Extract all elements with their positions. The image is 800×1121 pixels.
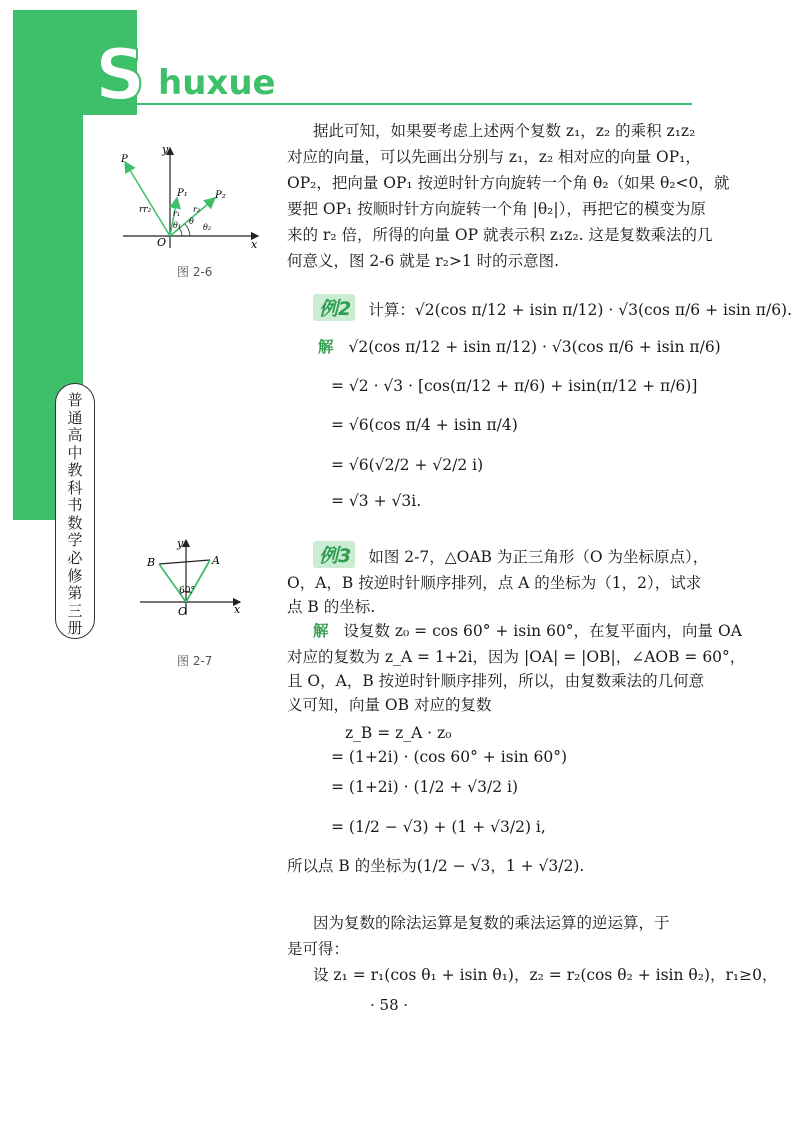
paragraph-line: 对应的向量，可以先画出分别与 z₁，z₂ 相对应的向量 OP₁， bbox=[287, 148, 701, 166]
svg-text:O: O bbox=[157, 236, 167, 249]
example-3-tag: 例3 bbox=[313, 541, 355, 568]
svg-text:x: x bbox=[251, 238, 258, 251]
solution-step: z_B = z_A · z₀ bbox=[345, 724, 452, 742]
solution-label: 解 bbox=[313, 622, 329, 640]
example-2-problem: 计算：√2(cos π/12 + isin π/12) · √3(cos π/6 + isin π/6). bbox=[368, 301, 793, 319]
figure-2-6-caption: 图 2-6 bbox=[177, 265, 213, 279]
paragraph-line: 要把 OP₁ 按顺时针方向旋转一个角 |θ₂|），再把它的模变为原 bbox=[287, 200, 706, 218]
paragraph-line: O，A，B 按逆时针顺序排列，点 A 的坐标为（1，2），试求 bbox=[287, 574, 702, 592]
page-number: · 58 · bbox=[370, 996, 409, 1014]
svg-text:P₂: P₂ bbox=[215, 190, 226, 201]
paragraph-line: 对应的复数为 z_A = 1+2i，因为 |OA| = |OB|，∠AOB = 60°， bbox=[287, 648, 746, 666]
example-2 bbox=[313, 294, 792, 323]
side-book-label: 普 通 高 中 教 科 书 数 学 必 修 第 三 册 bbox=[55, 383, 95, 639]
solution-step: = (1+2i) · (cos 60° + isin 60°) bbox=[331, 748, 568, 766]
solution-step: = √2 · √3 · [cos(π/12 + π/6) + isin(π/12 + π/6)] bbox=[331, 377, 698, 395]
logo-text: huxue bbox=[158, 63, 276, 103]
svg-text:A: A bbox=[212, 554, 220, 567]
solution-step: = √6(cos π/4 + isin π/4) bbox=[331, 416, 518, 434]
paragraph-line: 是可得： bbox=[287, 940, 350, 958]
example-2-tag: 例2 bbox=[313, 294, 355, 321]
paragraph-line: 何意义，图 2-6 就是 r₂>1 时的示意图. bbox=[287, 252, 560, 270]
side-ob bbox=[159, 564, 186, 602]
svg-text:O: O bbox=[178, 605, 188, 618]
svg-text:θ₂: θ₂ bbox=[203, 223, 212, 232]
paragraph-line: 来的 r₂ 倍，所得的向量 OP 就表示积 z₁z₂. 这是复数乘法的几 bbox=[287, 226, 713, 244]
solution-label: 解 bbox=[318, 338, 334, 356]
svg-text:y: y bbox=[177, 537, 184, 550]
paragraph-line: 义可知，向量 OB 对应的复数 bbox=[287, 696, 492, 714]
svg-text:y: y bbox=[162, 143, 169, 156]
solution-step: = (1/2 − √3) + (1 + √3/2) i, bbox=[331, 818, 546, 836]
paragraph-line: 设 z₁ = r₁(cos θ₁ + isin θ₁)，z₂ = r₂(cos θ₂ + isin θ₂)，r₁≥0， bbox=[313, 966, 778, 984]
svg-text:θ₁: θ₁ bbox=[173, 221, 182, 230]
svg-text:r₂: r₂ bbox=[193, 205, 201, 214]
svg-text:B: B bbox=[147, 556, 156, 569]
solution-step: = √6(√2/2 + √2/2 i) bbox=[331, 456, 484, 474]
paragraph-line: 且 O，A，B 按逆时针顺序排列，所以，由复数乘法的几何意 bbox=[287, 672, 705, 690]
vector-op bbox=[125, 162, 170, 236]
figure-2-6 bbox=[115, 140, 265, 255]
svg-text:60°: 60° bbox=[179, 586, 195, 596]
svg-text:θ: θ bbox=[189, 217, 194, 226]
paragraph-line: 点 B 的坐标. bbox=[287, 598, 376, 616]
paragraph-line: 因为复数的除法运算是复数的乘法运算的逆运算，于 bbox=[313, 914, 670, 932]
conclusion-line: 所以点 B 的坐标为(1/2 − √3，1 + √3/2). bbox=[287, 857, 585, 875]
svg-text:P₁: P₁ bbox=[177, 188, 188, 199]
svg-text:P: P bbox=[121, 154, 128, 165]
solution-line: 解 √2(cos π/12 + isin π/12) · √3(cos π/6 + isin π/6) bbox=[318, 338, 721, 356]
svg-text:x: x bbox=[234, 603, 241, 616]
header-rule bbox=[137, 103, 692, 105]
figure-2-7-caption: 图 2-7 bbox=[177, 654, 213, 668]
figure-2-7 bbox=[135, 535, 250, 645]
svg-text:r₁: r₁ bbox=[173, 209, 181, 218]
svg-text:rr₂: rr₂ bbox=[139, 205, 152, 215]
solution-step: = √3 + √3i. bbox=[331, 492, 422, 510]
logo: S bbox=[95, 34, 146, 116]
paragraph-line: OP₂，把向量 OP₁ 按逆时针方向旋转一个角 θ₂（如果 θ₂<0，就 bbox=[287, 174, 730, 192]
example-3: 例3 如图 2-7，△OAB 为正三角形（O 为坐标原点）， bbox=[313, 541, 708, 570]
side-ab bbox=[159, 560, 210, 564]
paragraph-line: 据此可知，如果要考虑上述两个复数 z₁，z₂ 的乘积 z₁z₂ bbox=[313, 122, 696, 140]
solution-step: = (1+2i) · (1/2 + √3/2 i) bbox=[331, 778, 519, 796]
solution-line: 解 设复数 z₀ = cos 60° + isin 60°，在复平面内，向量 OA bbox=[313, 622, 742, 640]
